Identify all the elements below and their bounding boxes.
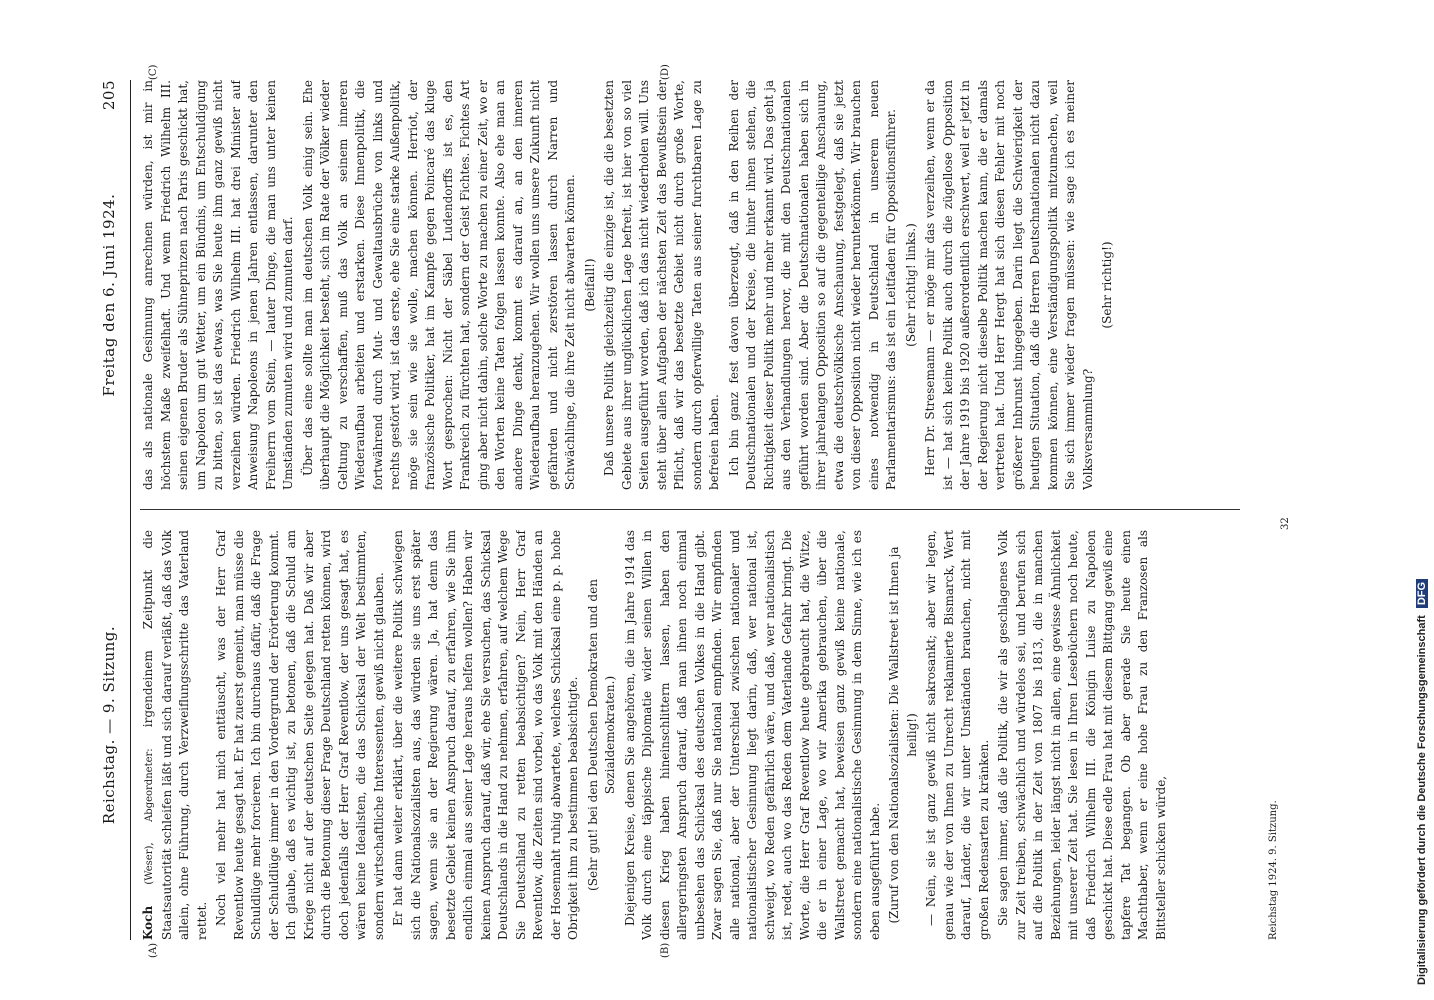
digitization-credit (1416, 5, 1432, 985)
column-separator (140, 509, 1240, 510)
document-page (100, 60, 1300, 960)
paragraph: Über das eine sollte man im deutschen Volk einig sein. Ehe überhaupt die Möglichkeit besteht, sich im Rate der Völker wieder Geltung zu verschaffen, muß das Volk an seinem inneren Wiederaufbau arbeiten und erstarken. Diese Innenpolitik, die fortwährend durch Mut- und Gewaltausbrüche von links und rechts gestört wird, ist das erste, ehe Sie eine starke Außenpolitik, möge sie sein wie sie wolle, machen können. Herriot, der französische Politiker, hat im Kampfe gegen Poincaré das kluge Wort gesprochen: Nicht der Säbel Ludendorffs ist es, den Frankreich zu fürchten hat, sondern der Geist Fichtes. Fichtes Art ging aber nicht dahin, solche Worte zu machen zu einer Zeit, wo er den Worten keine Taten folgen lassen konnte. Also ehe man an andere Dinge denkt, kommt es darauf an, an den inneren Wiederaufbau heranzugehen. Wir wollen uns unsere Zukunft nicht gefährden und nicht zerstören lassen durch Narren und Schwächlinge, die ihre Zeit nicht abwarten können. (300, 80, 577, 490)
text-column-left (140, 530, 1260, 940)
paragraph: Diejenigen Kreise, denen Sie angehören, die im Jahre 1914 das Volk durch eine täppische Diplomatie wider seinen Willen in diesen Krieg haben hineinschlittern lassen, haben den allergeringsten Anspruch darauf, daß man ihnen noch einmal unbesehen das Schicksal des deutschen Volkes in die Hand gibt. Zwar sagen Sie, daß nur Sie national empfinden. Wir empfinden alle national, aber der Unterschied zwischen nationaler und nationalistischer Gesinnung liegt darin, daß, wer national ist, schweigt, wo Reden gefährlich wäre, und daß, wer nationalistisch ist, redet, auch wo das Reden dem Vaterlande Gefahr bringt. Die Worte, die Herr Graf Reventlow heute gebraucht hat, die Witze, die er in einer Lage, wo wir Amerika gebrauchen, über die Wallstreet gemacht hat, beweisen ganz gewiß keine nationale, sondern eine nationalistische Gesinnung in dem Sinne, wie ich es eben ausgeführt habe. (622, 530, 882, 940)
credit-text: Digitalisierung gefördert durch die Deutsche Forschungsgemeinschaft (1416, 615, 1428, 985)
paragraph: Herr Dr. Stresemann — er möge mir das verzeihen, wenn er da ist — hat sich keine Politik auch durch die zügellose Opposition der Jahre 1919 bis 1920 außerordentlich erschwert, weil er jetzt in der Regierung nicht dieselbe Politik machen kann, die er damals vertreten hat. Und Herr Hergt hat sich diesen Fehler mit noch größerer Inbrunst hingegeben. Darin liegt die Schwierigkeit der heutigen Situation, daß die Herren Deutschnationalen nicht dazu kommen können, eine Verständigungspolitik mitzumachen, weil Sie sich immer wieder fragen müssen: wie sage ich es meiner Volksversammlung? (923, 80, 1095, 490)
margin-mark-d: (D) (660, 64, 671, 80)
text-column-right (140, 80, 1260, 490)
interjection: (Sehr richtig! links.) (903, 223, 918, 347)
page-number: 205 (100, 80, 118, 111)
paragraph (140, 530, 211, 940)
sheet-number: 32 (1280, 517, 1291, 530)
header-left: Reichstag. — 9. Sitzung. (100, 625, 118, 825)
paragraph-text: irgendeinem Zeitpunkt die Staatsautorität schleifen läßt und sich darauf verläßt, daß das Volk allein, ohne Führung, durch Verzweiflungsschritte das Vaterland rettet. (141, 530, 209, 940)
margin-mark-c: (C) (148, 64, 159, 80)
footer-signature: Reichstag 1924. 9. Sitzung. (1268, 800, 1279, 940)
paragraph: Er hat dann weiter erklärt, über die weitere Politik schwiegen sich die Nationalsozialisten aus, das würden sie uns erst später sagen, wenn sie an der Regierung wären. Ja, hat denn das besetzte Gebiet keinen Anspruch darauf, zu erfahren, wie Sie ihm endlich einmal aus seiner Lage heraus helfen wollen? Haben wir keinen Anspruch darauf, daß wir, ehe Sie versuchen, das Schicksal Deutschlands in die Hand zu nehmen, erfahren, auf welchem Wege Sie Deutschland zu retten beabsichtigen? Nein, Herr Graf Reventlow, die Zeiten sind vorbei, wo das Volk mit den Händen an der Hosennaht ruhig abwartete, welches Schicksal eine p. p. hohe Obrigkeit ihm zu bestimmen beabsichtigte. (391, 530, 580, 940)
header-rule (130, 80, 131, 940)
paragraph: das als nationale Gesinnung anrechnen würden, ist mir in höchstem Maße zweifelhaft. Und wenn Friedrich Wilhelm III. seinen eigenen Bruder als Sühneprinzen nach Paris geschickt hat, um Napoleon um gut Wetter, um ein Bündnis, um Entschuldigung zu bitten, so ist das etwas, was Sie heute ihm ganz gewiß nicht verzeihen würden. Friedrich Wilhelm III. hat drei Minister auf Anweisung Napoleons in jenen Jahren entlassen, darunter den Freiherrn vom Stein, — lauter Dinge, die man uns unter keinen Umständen zumuten wird und zumuten darf. (141, 80, 295, 490)
margin-mark-b: (B) (660, 942, 671, 958)
page-header (100, 80, 130, 940)
header-right: Freitag den 6. Juni 1924. (100, 193, 118, 397)
interjection: (Sehr richtig!) (1100, 241, 1114, 329)
interjection: (Beifall!) (582, 258, 597, 312)
speaker-name: Koch (141, 905, 155, 940)
paragraph: Sie sagen immer, daß die Politik, die wir als geschlagenes Volk zur Zeit treiben, schwächlich und würdelos sei, und berufen sich auf die Politik in der Zeit von 1807 bis 1813, die in manchen Beziehungen, leider längst nicht in allen, eine gewisse Ähnlichkeit mit unserer Zeit hat. Sie lesen in Ihren Lesebüchern noch heute, daß Friedrich Wilhelm III. die Königin Luise zu Napoleon geschickt hat. Diese edle Frau hat mit diesem Bittgang gewiß eine tapfere Tat begangen. Ob aber gerade Sie heute einen Machthaber, wenn er eine hohe Frau zu den Franzosen als Bittsteller schicken würde, (996, 530, 1168, 940)
interjection: (Zuruf von den Nationalsozialisten: Die Wallstreet ist Ihnen ja heilig!) (887, 546, 919, 924)
paragraph: Ich bin ganz fest davon überzeugt, daß in den Reihen der Deutschnationalen und der Kreise, die hinter ihnen stehen, die Richtigkeit dieser Politik mehr und mehr erkannt wird. Das geht ja aus den Verhandlungen hervor, die mit den Deutschnationalen geführt worden sind. Aber die Deutschnationalen haben sich in ihrer jahrelangen Opposition so auf die gegenteilige Anschauung, etwa die deutschvölkische Anschauung, festgelegt, daß sie jetzt von dieser Opposition nicht wieder herunterkönnen. Wir brauchen eines notwendig in Deutschland in unserem neuen Parlamentarismus: das ist ein Leitfaden für Oppositionsführer. (726, 80, 898, 490)
interjection: (Sehr gut! bei den Deutschen Demokraten und den Sozialdemokraten.) (585, 579, 617, 891)
dfg-logo: DFG (1416, 579, 1428, 608)
margin-mark-a: (A) (148, 942, 159, 958)
paragraph: Daß unsere Politik gleichzeitig die einzige ist, die die besetzten Gebiete aus ihrer unglücklichen Lage befreit, ist hier von so viel Seiten ausgeführt worden, daß ich das nicht wiederholen will. Uns steht über allen Aufgaben der nächsten Zeit das Bewußtsein der Pflicht, daß wir das besetzte Gebiet nicht durch große Worte, sondern durch opferwillige Taten aus seiner furchtbaren Lage zu befreien haben. (602, 80, 721, 490)
paragraph: Noch viel mehr hat mich enttäuscht, was der Herr Graf Reventlow heute gesagt hat. Er hat zuerst gemeint, man müsse die Schuldlüge mehr forcieren. Ich bin durchaus dafür, daß die Frage der Schuldlüge immer in den Vordergrund der Erörterung kommt. Ich glaube, daß es wichtig ist, zu betonen, daß die Schuld am Kriege nicht auf der deutschen Seite gelegen hat. Daß wir aber durch die Betonung dieser Frage Deutschland retten können, wird doch jedenfalls der Herr Graf Reventlow, der uns gesagt hat, es wären keine Idealisten, die das Schicksal der Welt bestimmten, sondern wirtschaftliche Interessenten, gewiß nicht glauben. (214, 530, 386, 940)
speaker-note: (Weser), Abgeordneter: (144, 748, 155, 885)
paragraph: — Nein, sie ist ganz gewiß nicht sakrosankt; aber wir legen, genau wie der von Ihnen zu Unrecht reklamierte Bismarck, Wert darauf, Länder, die wir unter Umständen brauchen, nicht mit großen Redensarten zu kränken. (924, 530, 991, 940)
